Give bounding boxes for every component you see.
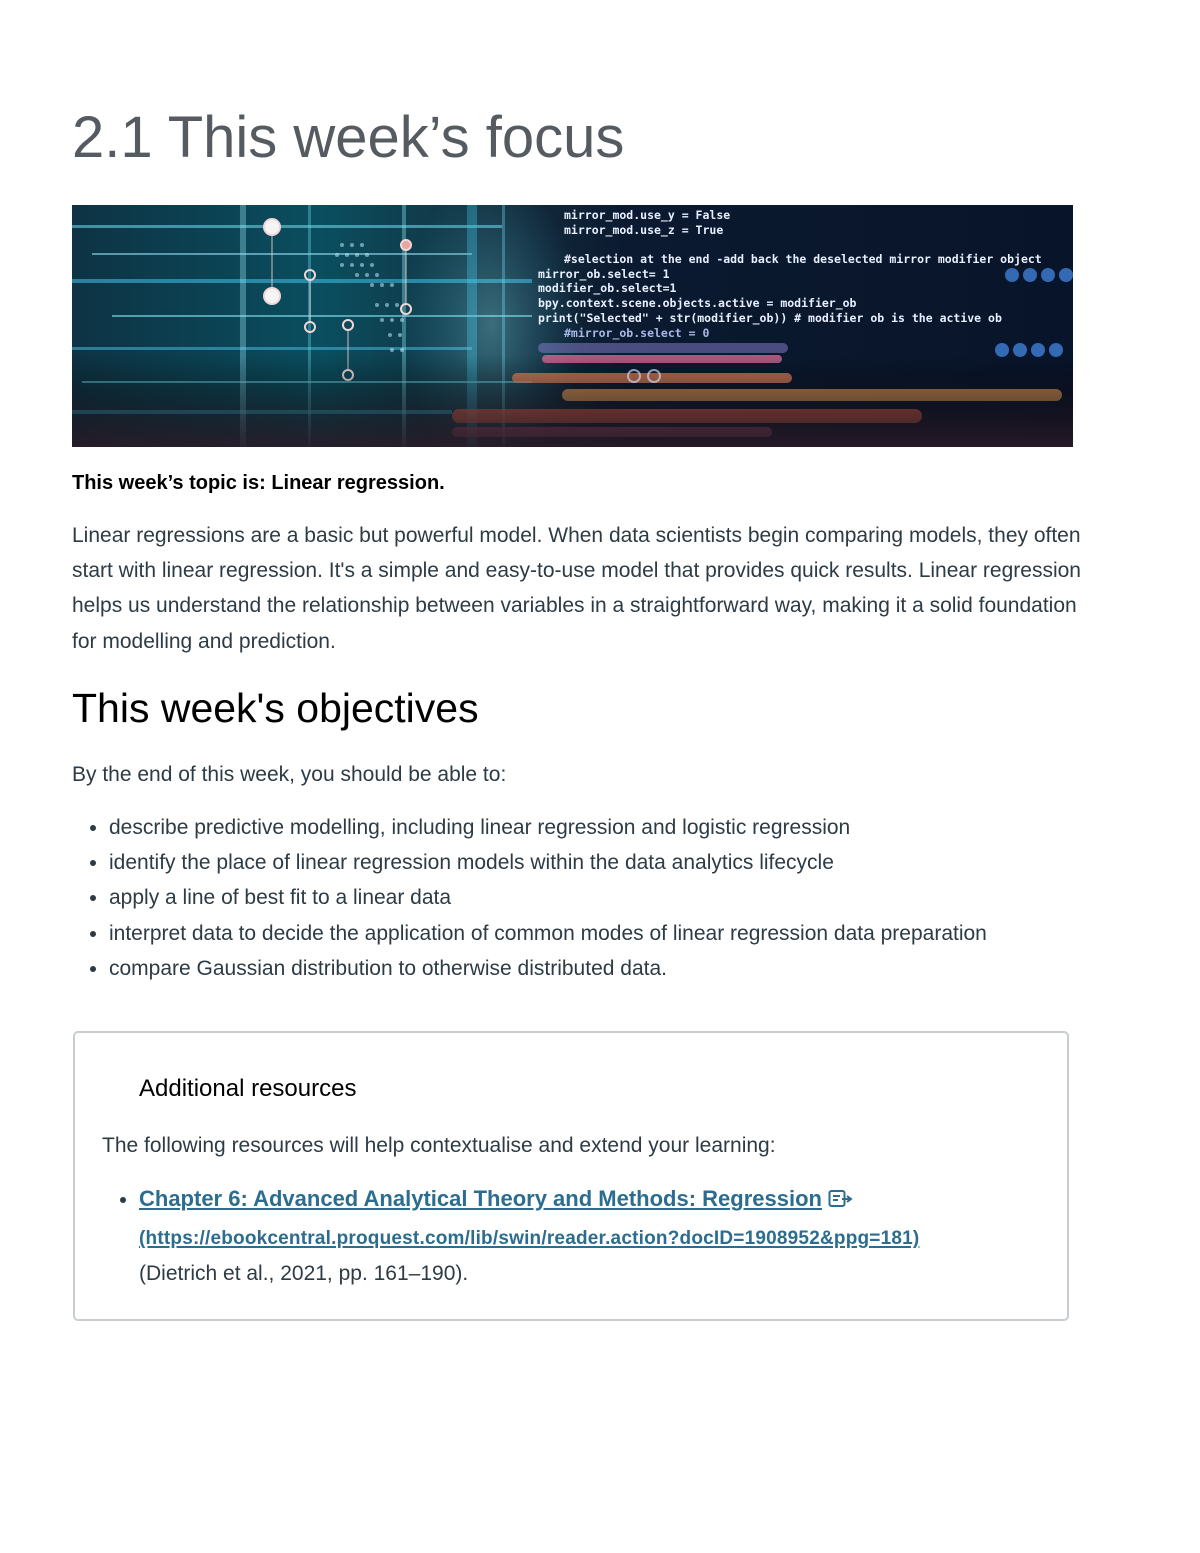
objective-item: • compare Gaussian distribution to otherwise distributed data. bbox=[109, 951, 1069, 986]
hero-banner-image bbox=[72, 205, 1073, 447]
code-line: mirror_mod.use_y = False bbox=[564, 208, 731, 222]
code-line: print("Selected" + str(modifier_ob)) # modifier ob is the active ob bbox=[538, 311, 1002, 325]
additional-resources-box bbox=[73, 1031, 1069, 1321]
resource-item bbox=[139, 1181, 1039, 1292]
code-line: mirror_mod.use_z = True bbox=[564, 223, 724, 237]
resource-link-title: Chapter 6: Advanced Analytical Theory and Methods: Regression bbox=[139, 1186, 822, 1211]
resource-citation: (Dietrich et al., 2021, pp. 161–190). bbox=[139, 1262, 469, 1286]
code-line: bpy.context.scene.objects.active = modifier_ob bbox=[538, 296, 857, 310]
objective-item: • describe predictive modelling, including linear regression and logistic regression bbox=[109, 810, 1069, 845]
code-line: mirror_ob.select= 1 bbox=[538, 267, 670, 281]
resources-heading: Additional resources bbox=[139, 1075, 357, 1102]
intro-paragraph: Linear regressions are a basic but powerful model. When data scientists begin comparing models, they often start with linear regression. It's a simple and easy-to-use model that provides quick results. Linear regression helps us understand the relationship between variables in a straightforward way, making it a solid foundation for modelling and prediction. bbox=[72, 524, 1081, 653]
objective-item: • interpret data to decide the application of common modes of linear regression data preparation bbox=[109, 916, 1069, 951]
objective-item: • apply a line of best fit to a linear data bbox=[109, 880, 1069, 915]
hero-banner-graphic bbox=[72, 205, 1073, 447]
page-title: 2.1 This week’s focus bbox=[72, 105, 625, 170]
objective-item: • identify the place of linear regression models within the data analytics lifecycle bbox=[109, 845, 1069, 880]
chapter-6-link[interactable] bbox=[139, 1188, 919, 1249]
code-line: #mirror_ob.select = 0 bbox=[564, 326, 710, 340]
topic-statement: This week’s topic is: Linear regression. bbox=[72, 472, 445, 494]
objectives-lead-in: By the end of this week, you should be able to: bbox=[72, 763, 507, 786]
objectives-list bbox=[72, 810, 1069, 986]
objectives-heading: This week's objectives bbox=[72, 685, 479, 731]
resources-intro: The following resources will help contextualise and extend your learning: bbox=[102, 1134, 776, 1157]
code-line: #selection at the end -add back the deselected mirror modifier object bbox=[564, 252, 1042, 266]
resources-list bbox=[102, 1181, 1039, 1292]
code-line: modifier_ob.select=1 bbox=[538, 281, 677, 295]
resource-link-url: (https://ebookcentral.proquest.com/lib/swin/reader.action?docID=1908952&ppg=181) bbox=[139, 1228, 920, 1250]
external-link-icon bbox=[828, 1185, 854, 1220]
